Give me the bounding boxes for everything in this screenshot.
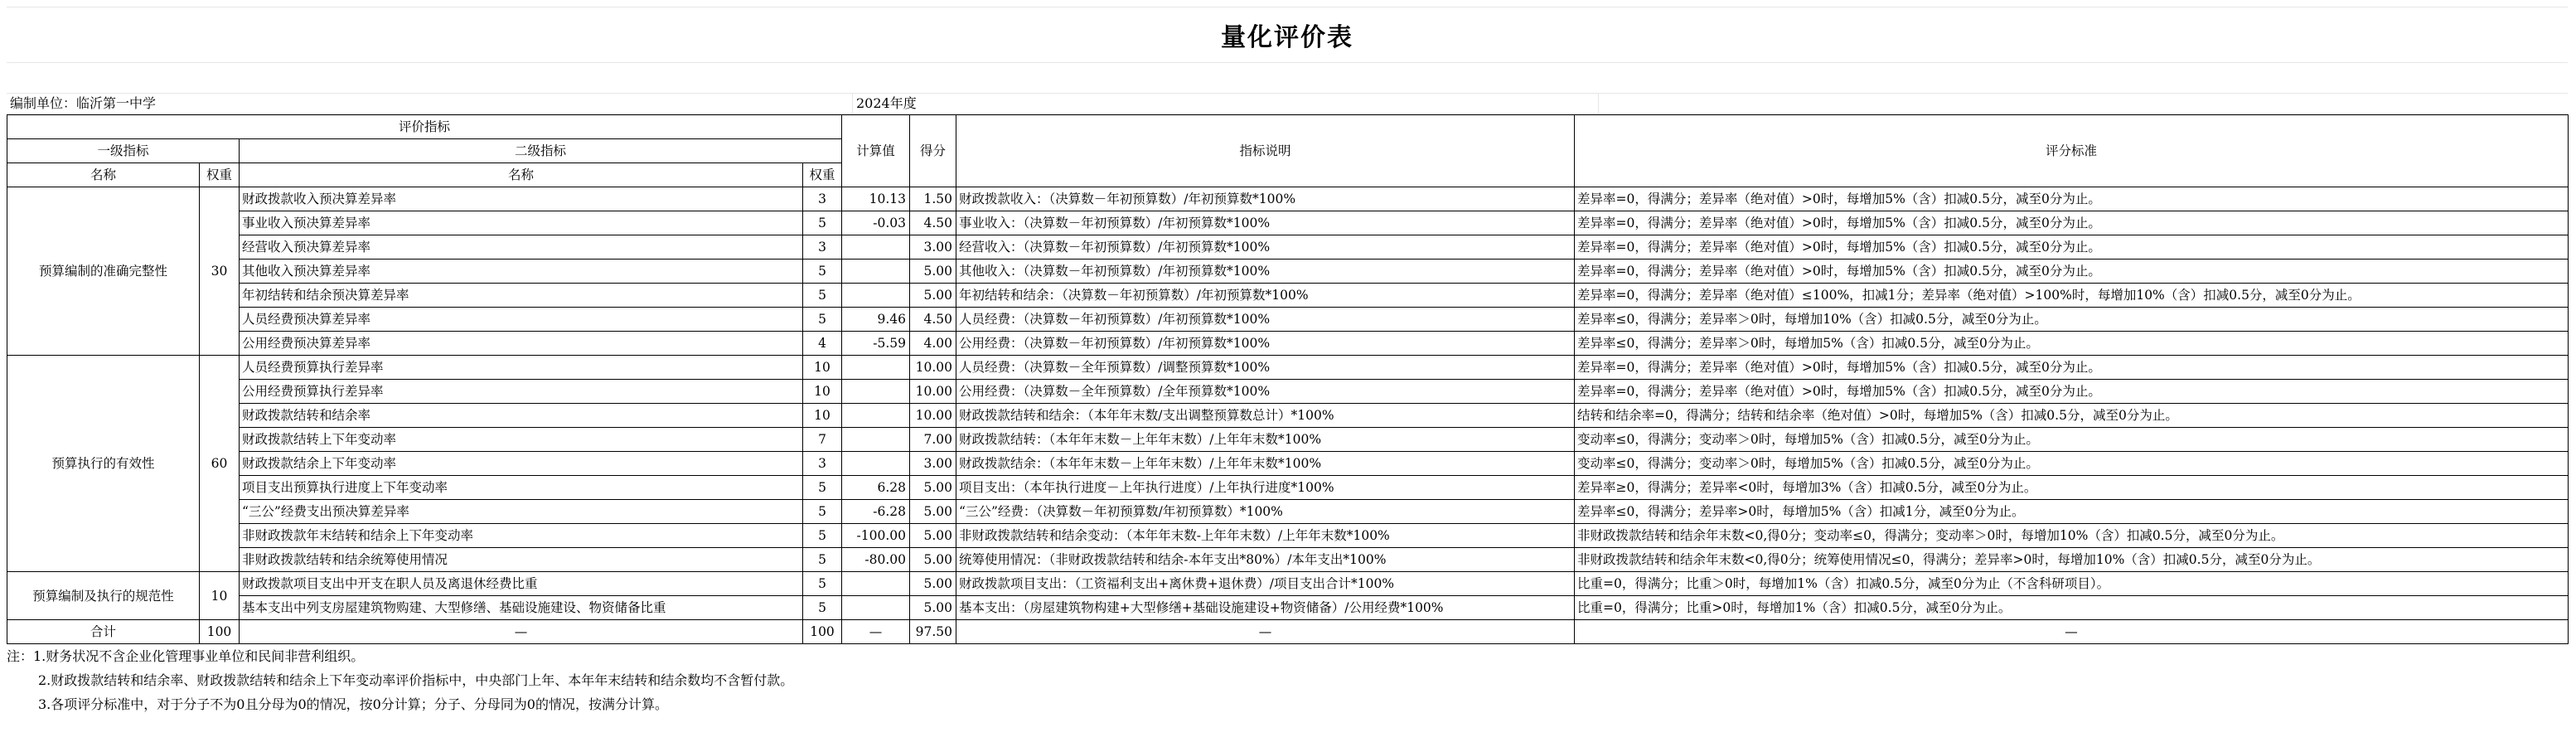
total-score: 97.50: [910, 620, 956, 644]
scoring-criteria: 差异率=0，得满分；差异率（绝对值）≤100%，扣减1分；差异率（绝对值）>100%时，每增加10%（含）扣减0.5分，减至0分为止。: [1575, 284, 2569, 308]
indicator-weight: 5: [803, 211, 842, 235]
indicator-name: 财政拨款结转和结余率: [240, 404, 803, 428]
score: 4.50: [910, 211, 956, 235]
table-row: [7, 452, 2569, 476]
header-description: 指标说明: [956, 115, 1575, 187]
indicator-weight: 5: [803, 596, 842, 620]
scoring-criteria: 非财政拨款结转和结余年末数<0,得0分；变动率≤0，得满分；变动率＞0时，每增加10%（含）扣减0.5分，减至0分为止。: [1575, 524, 2569, 548]
calc-value: [842, 404, 910, 428]
group-name: 预算编制的准确完整性: [7, 187, 200, 356]
indicator-weight: 5: [803, 284, 842, 308]
scoring-criteria: 比重=0，得满分；比重＞0时，每增加1%（含）扣减0.5分，减至0分为止（不含科研项目）。: [1575, 572, 2569, 596]
table-row: [7, 596, 2569, 620]
indicator-weight: 5: [803, 524, 842, 548]
unit-row-empty: [1598, 94, 2568, 114]
indicator-name: 其他收入预决算差异率: [240, 260, 803, 284]
indicator-description: 公用经费：（决算数－年初预算数）/年初预算数*100%: [956, 332, 1575, 356]
scoring-criteria: 差异率=0，得满分；差异率（绝对值）>0时，每增加5%（含）扣减0.5分，减至0分为止。: [1575, 235, 2569, 260]
score: 5.00: [910, 500, 956, 524]
indicator-description: 年初结转和结余：（决算数－年初预算数）/年初预算数*100%: [956, 284, 1575, 308]
score: 3.00: [910, 452, 956, 476]
blank-row: [7, 63, 2568, 94]
indicator-description: 非财政拨款结转和结余变动：（本年年末数-上年年末数）/上年年末数*100%: [956, 524, 1575, 548]
indicator-weight: 5: [803, 476, 842, 500]
note-2: 2.财政拨款结转和结余率、财政拨款结转和结余上下年变动率评价指标中，中央部门上年、本年年末结转和结余数均不含暂付款。: [38, 672, 794, 688]
indicator-name: 非财政拨款年末结转和结余上下年变动率: [240, 524, 803, 548]
calc-value: 10.13: [842, 187, 910, 211]
calc-value: [842, 428, 910, 452]
total-calc-value: —: [842, 620, 910, 644]
table-row: [7, 260, 2569, 284]
score: 4.00: [910, 332, 956, 356]
score: 10.00: [910, 380, 956, 404]
indicator-description: 公用经费：（决算数－全年预算数）/全年预算数*100%: [956, 380, 1575, 404]
calc-value: -6.28: [842, 500, 910, 524]
header-level1-name: 名称: [7, 163, 200, 187]
header-level2: 二级指标: [240, 139, 842, 163]
indicator-description: 经营收入：（决算数－年初预算数）/年初预算数*100%: [956, 235, 1575, 260]
scoring-criteria: 变动率≤0，得满分；变动率＞0时，每增加5%（含）扣减0.5分，减至0分为止。: [1575, 428, 2569, 452]
group-weight: 60: [200, 356, 240, 572]
score: 10.00: [910, 356, 956, 380]
notes: [7, 644, 2568, 716]
indicator-name: 经营收入预决算差异率: [240, 235, 803, 260]
calc-value: [842, 380, 910, 404]
scoring-criteria: 非财政拨款结转和结余年末数<0,得0分；统筹使用情况≤0，得满分；差异率>0时，每增加10%（含）扣减0.5分，减至0分为止。: [1575, 548, 2569, 572]
indicator-name: 基本支出中列支房屋建筑物购建、大型修缮、基础设施建设、物资储备比重: [240, 596, 803, 620]
indicator-name: “三公”经费支出预决算差异率: [240, 500, 803, 524]
indicator-name: 人员经费预算执行差异率: [240, 356, 803, 380]
indicator-weight: 5: [803, 572, 842, 596]
indicator-description: 财政拨款结转：（本年年末数－上年年末数）/上年年末数*100%: [956, 428, 1575, 452]
table-row: [7, 187, 2569, 211]
table-row: [7, 404, 2569, 428]
indicator-weight: 4: [803, 332, 842, 356]
evaluation-table: [7, 114, 2569, 644]
score: 5.00: [910, 548, 956, 572]
score: 3.00: [910, 235, 956, 260]
table-row: [7, 500, 2569, 524]
table-row: [7, 572, 2569, 596]
table-row: [7, 476, 2569, 500]
score: 7.00: [910, 428, 956, 452]
scoring-criteria: 差异率≤0，得满分；差异率＞0时，每增加5%（含）扣减0.5分，减至0分为止。: [1575, 332, 2569, 356]
calc-value: 6.28: [842, 476, 910, 500]
indicator-description: 人员经费：（决算数－全年预算数）/调整预算数*100%: [956, 356, 1575, 380]
score: 5.00: [910, 476, 956, 500]
table-row: [7, 548, 2569, 572]
header-level2-name: 名称: [240, 163, 803, 187]
year-label: 2024年度: [852, 94, 1598, 114]
indicator-name: 项目支出预算执行进度上下年变动率: [240, 476, 803, 500]
spreadsheet: [7, 7, 2568, 716]
indicator-weight: 5: [803, 500, 842, 524]
indicator-weight: 5: [803, 548, 842, 572]
indicator-weight: 3: [803, 235, 842, 260]
indicator-name: 财政拨款结余上下年变动率: [240, 452, 803, 476]
indicator-weight: 5: [803, 308, 842, 332]
indicator-name: 非财政拨款结转和结余统筹使用情况: [240, 548, 803, 572]
table-row: [7, 380, 2569, 404]
note-3: 3.各项评分标准中，对于分子不为0且分母为0的情况，按0分计算；分子、分母同为0的情况，按满分计算。: [38, 696, 668, 712]
calc-value: [842, 235, 910, 260]
indicator-name: 公用经费预算执行差异率: [240, 380, 803, 404]
total-weight: 100: [200, 620, 240, 644]
page-title: 量化评价表: [7, 7, 2568, 63]
unit-row: [7, 94, 2568, 114]
indicator-description: 其他收入：（决算数－年初预算数）/年初预算数*100%: [956, 260, 1575, 284]
table-row: [7, 428, 2569, 452]
indicator-description: 统筹使用情况：（非财政拨款结转和结余-本年支出*80%）/本年支出*100%: [956, 548, 1575, 572]
header-calc-value: 计算值: [842, 115, 910, 187]
scoring-criteria: 变动率≤0，得满分；变动率＞0时，每增加5%（含）扣减0.5分，减至0分为止。: [1575, 452, 2569, 476]
total-row: [7, 620, 2569, 644]
score: 4.50: [910, 308, 956, 332]
header-score: 得分: [910, 115, 956, 187]
indicator-description: 财政拨款结转和结余：（本年年末数/支出调整预算数总计）*100%: [956, 404, 1575, 428]
total-criteria: —: [1575, 620, 2569, 644]
scoring-criteria: 差异率≤0，得满分；差异率＞0时，每增加10%（含）扣减0.5分，减至0分为止。: [1575, 308, 2569, 332]
calc-value: -80.00: [842, 548, 910, 572]
group-weight: 10: [200, 572, 240, 620]
header-criteria: 评分标准: [1575, 115, 2569, 187]
indicator-weight: 3: [803, 452, 842, 476]
score: 10.00: [910, 404, 956, 428]
table-row: [7, 211, 2569, 235]
calc-value: [842, 452, 910, 476]
table-row: [7, 235, 2569, 260]
indicator-description: 财政拨款收入：（决算数－年初预算数）/年初预算数*100%: [956, 187, 1575, 211]
table-row: [7, 356, 2569, 380]
score: 5.00: [910, 572, 956, 596]
scoring-criteria: 比重=0，得满分；比重>0时，每增加1%（含）扣减0.5分，减至0分为止。: [1575, 596, 2569, 620]
scoring-criteria: 差异率≥0，得满分；差异率<0时，每增加3%（含）扣减0.5分，减至0分为止。: [1575, 476, 2569, 500]
table-row: [7, 332, 2569, 356]
scoring-criteria: 差异率=0，得满分；差异率（绝对值）>0时，每增加5%（含）扣减0.5分，减至0分为止。: [1575, 260, 2569, 284]
header-level1: 一级指标: [7, 139, 240, 163]
score: 5.00: [910, 596, 956, 620]
indicator-weight: 3: [803, 187, 842, 211]
indicator-weight: 10: [803, 356, 842, 380]
indicator-name: 年初结转和结余预决算差异率: [240, 284, 803, 308]
score: 1.50: [910, 187, 956, 211]
header-eval-indicator: 评价指标: [7, 115, 842, 139]
calc-value: -100.00: [842, 524, 910, 548]
total-level2-name: —: [240, 620, 803, 644]
total-description: —: [956, 620, 1575, 644]
scoring-criteria: 差异率≤0，得满分；差异率>0时，每增加5%（含）扣减1分，减至0分为止。: [1575, 500, 2569, 524]
unit-label: 编制单位：临沂第一中学: [10, 95, 157, 111]
calc-value: 9.46: [842, 308, 910, 332]
indicator-weight: 10: [803, 404, 842, 428]
calc-value: -5.59: [842, 332, 910, 356]
calc-value: [842, 284, 910, 308]
scoring-criteria: 结转和结余率=0，得满分；结转和结余率（绝对值）>0时，每增加5%（含）扣减0.5分，减至0分为止。: [1575, 404, 2569, 428]
total-label: 合计: [7, 620, 200, 644]
table-row: [7, 284, 2569, 308]
indicator-name: 人员经费预决算差异率: [240, 308, 803, 332]
indicator-name: 财政拨款结转上下年变动率: [240, 428, 803, 452]
scoring-criteria: 差异率=0，得满分；差异率（绝对值）>0时，每增加5%（含）扣减0.5分，减至0分为止。: [1575, 187, 2569, 211]
total-level2-weight: 100: [803, 620, 842, 644]
indicator-weight: 10: [803, 380, 842, 404]
header-level1-weight: 权重: [200, 163, 240, 187]
indicator-name: 公用经费预决算差异率: [240, 332, 803, 356]
scoring-criteria: 差异率=0，得满分；差异率（绝对值）>0时，每增加5%（含）扣减0.5分，减至0分为止。: [1575, 380, 2569, 404]
scoring-criteria: 差异率=0，得满分；差异率（绝对值）>0时，每增加5%（含）扣减0.5分，减至0分为止。: [1575, 356, 2569, 380]
indicator-description: 财政拨款结余：（本年年末数－上年年末数）/上年年末数*100%: [956, 452, 1575, 476]
calc-value: [842, 260, 910, 284]
note-1: 注：1.财务状况不含企业化管理事业单位和民间非营利组织。: [7, 648, 365, 664]
indicator-description: “三公”经费：（决算数－年初预算数/年初预算数）*100%: [956, 500, 1575, 524]
table-row: [7, 308, 2569, 332]
calc-value: [842, 356, 910, 380]
calc-value: -0.03: [842, 211, 910, 235]
calc-value: [842, 572, 910, 596]
indicator-description: 人员经费：（决算数－年初预算数）/年初预算数*100%: [956, 308, 1575, 332]
score: 5.00: [910, 524, 956, 548]
scoring-criteria: 差异率=0，得满分；差异率（绝对值）>0时，每增加5%（含）扣减0.5分，减至0分为止。: [1575, 211, 2569, 235]
score: 5.00: [910, 284, 956, 308]
indicator-name: 财政拨款收入预决算差异率: [240, 187, 803, 211]
header-level2-weight: 权重: [803, 163, 842, 187]
indicator-description: 财政拨款项目支出：（工资福利支出+离休费+退休费）/项目支出合计*100%: [956, 572, 1575, 596]
score: 5.00: [910, 260, 956, 284]
calc-value: [842, 596, 910, 620]
group-weight: 30: [200, 187, 240, 356]
group-name: 预算执行的有效性: [7, 356, 200, 572]
indicator-name: 事业收入预决算差异率: [240, 211, 803, 235]
indicator-weight: 5: [803, 260, 842, 284]
table-row: [7, 524, 2569, 548]
indicator-name: 财政拨款项目支出中开支在职人员及离退休经费比重: [240, 572, 803, 596]
indicator-description: 基本支出：（房屋建筑物构建+大型修缮+基础设施建设+物资储备）/公用经费*100%: [956, 596, 1575, 620]
indicator-description: 事业收入：（决算数－年初预算数）/年初预算数*100%: [956, 211, 1575, 235]
group-name: 预算编制及执行的规范性: [7, 572, 200, 620]
indicator-description: 项目支出：（本年执行进度－上年执行进度）/上年执行进度*100%: [956, 476, 1575, 500]
indicator-weight: 7: [803, 428, 842, 452]
